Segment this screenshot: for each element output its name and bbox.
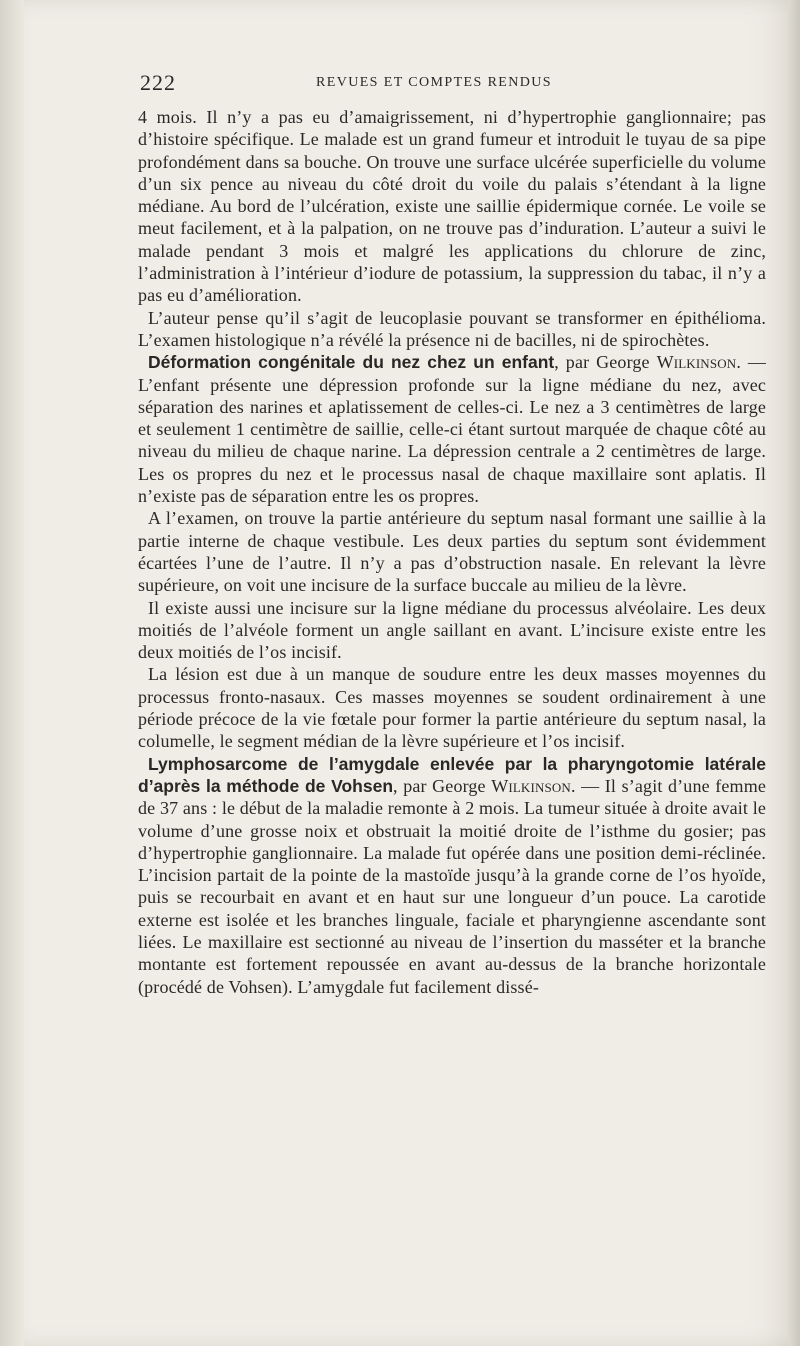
page-number: 222	[140, 70, 176, 95]
author-name: Wilkinson	[656, 352, 737, 373]
paragraph-3	[138, 351, 766, 507]
paragraph-6: La lésion est due à un manque de soudure entre les deux masses moyennes du processus fronto-nasaux. Ces masses moyennes se soudent ordinairement à une période précoce de la vie fœtale pour former la partie antérieure du septum nasal, la columelle, le segment médian de la lèvre supérieure et l’os incisif.	[138, 664, 766, 752]
byline-text: , par George	[393, 775, 492, 796]
paragraph-text: . — Il s’agit d’une femme de 37 ans : le début de la maladie remonte à 2 mois. La tumeur située à droite avait le volume d’une grosse noix et obstruait la moitié droite de l’isthme du gosier; pas d’hypertrophie ganglionnaire. La malade fut opérée dans une position demi-réclinée. L’incision partait de la pointe de la mastoïde jusqu’à la grande corne de l’os hyoïde, puis se recourbait en avant et en haut sur une longueur d’un pouce. La carotide externe est isolée et les branches linguale, faciale et pharyngienne ascendante sont liées. Le maxillaire est sectionné au niveau de l’insertion du masséter et la branche montante est fortement repoussée en avant au-dessus de la branche horizontale (procédé de Vohsen). L’amygdale fut facilement dissé-	[138, 775, 766, 997]
paragraph-7	[138, 753, 766, 998]
article-title-nose: Déformation congénitale du nez chez un enfant	[148, 352, 555, 373]
byline-text: , par George	[554, 352, 657, 373]
paragraph-4: A l’examen, on trouve la partie antérieure du septum nasal formant une saillie à la partie interne de chaque vestibule. Les deux parties du septum sont évidemment écartées l’une de l’autre. Il n’y a pas d’obstruction nasale. En relevant la lèvre supérieure, on voit une incisure de la surface buccale au milieu de la lèvre.	[138, 508, 766, 596]
author-name: Wilkinson	[491, 775, 571, 796]
running-head: REVUES ET COMPTES RENDUS	[316, 75, 552, 90]
page-gutter-shadow	[0, 0, 24, 1346]
paragraph-1: 4 mois. Il n’y a pas eu d’amaigrissement, ni d’hypertrophie ganglionnaire; pas d’histoire spécifique. Le malade est un grand fumeur et introduit le tuyau de sa pipe profondément dans sa bouche. On trouve une surface ulcérée superficielle du volume d’un six pence au niveau du côté droit du voile du palais s’étendant à la ligne médiane. Au bord de l’ulcération, existe une saillie épidermique cornée. Le voile se meut facilement, et à la palpation, on ne trouve pas d’induration. L’auteur a suivi le malade pendant 3 mois et malgré les applications du chlorure de zinc, l’administration à l’intérieur d’iodure de potassium, la suppression du tabac, il n’y a pas eu d’amélioration.	[138, 107, 766, 306]
article-title-tonsil: Lymphosarcome de l’amygdale enlevée par la pharyngotomie latérale d’après la méthode de Vohsen	[138, 753, 766, 796]
paragraph-text: . — L’enfant présente une dépression profonde sur la ligne médiane du nez, avec séparation des narines et aplatissement de celles-ci. Le nez a 3 centimètres de large et seulement 1 centimètre de saillie, celle-ci étant surtout marquée de chaque côté au niveau du milieu de chaque narine. La dépression centrale a 2 centimètres de large. Les os propres du nez et le processus nasal de chaque maxillaire sont aplatis. Il n’existe pas de séparation entre les os propres.	[138, 352, 767, 507]
page-edge-shadow	[788, 0, 800, 1346]
page-header	[140, 70, 768, 100]
paragraph-2: L’auteur pense qu’il s’agit de leucoplasie pouvant se transformer en épithélioma. L’examen histologique n’a révélé la présence ni de bacilles, ni de spirochètes.	[138, 307, 766, 350]
paragraph-5: Il existe aussi une incisure sur la ligne médiane du processus alvéolaire. Les deux moitiés de l’alvéole forment un angle saillant en avant. L’incisure existe entre les deux moitiés de l’os incisif.	[138, 597, 766, 663]
body-text	[138, 106, 766, 998]
